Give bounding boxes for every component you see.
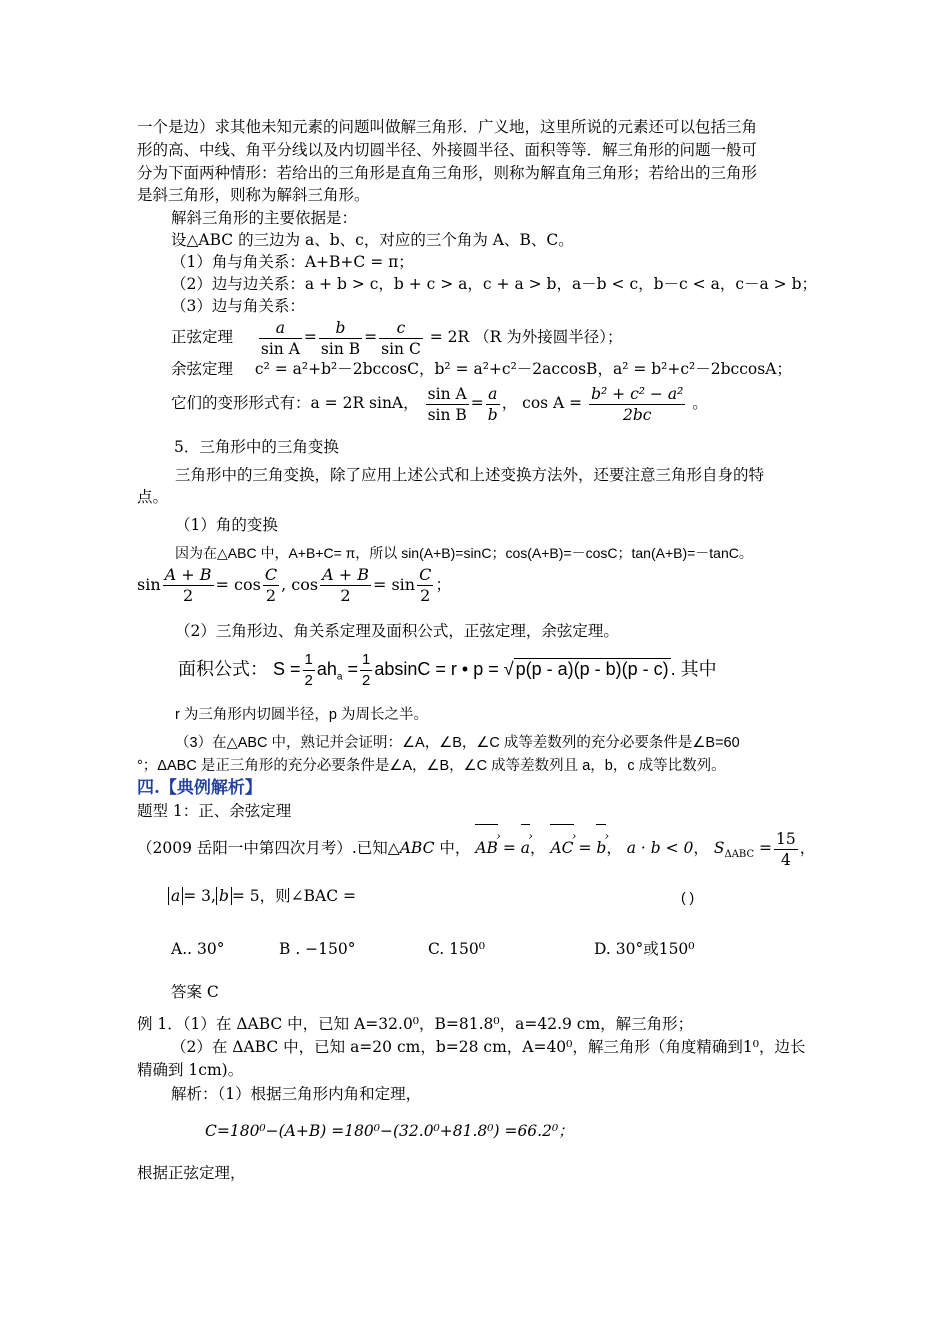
relation-theorems: （2）三角形边、角关系定理及面积公式，正弦定理，余弦定理。 — [175, 622, 619, 640]
area-formula: 面积公式： S = $\frac{1}{2}$ $ah_a$ = $\frac{1}{2}$ absinC = r • p = √ p(p - a)(p - b)(p - c) . 其中 — [178, 650, 717, 689]
para1-line2: 形的高、中线、角平分线以及内切圆半径、外接圆半径、面积等等．解三角形的问题一般可 — [137, 141, 758, 159]
question-text: （2009 岳阳一中第四次月考）.已知△ABC 中， AB › = a ›， AC › = b ›， a · b < 0， $S_{\Delta ABC}$ = $\frac{15}{4}$ ， — [137, 826, 815, 870]
section5-intro-line2: 点。 — [137, 488, 169, 506]
solution-intro: 解析：（1）根据三角形内角和定理， — [171, 1085, 422, 1103]
option-a: A.. 30° — [171, 940, 225, 958]
sine-fraction-c: $\frac{c}{\text{sin C}}$ — [381, 318, 421, 358]
option-c: C. 150⁰ — [428, 940, 485, 958]
para1-line4: 是斜三角形，则称为解斜三角形。 — [137, 186, 370, 204]
answer-line: 答案 C — [171, 983, 219, 1001]
half-angle-identity: sin $\frac{A + B}{2}$ = cos $\frac{C}{2}$ , cos $\frac{A + B}{2}$ = sin $\frac{C}{2}$ ； — [137, 565, 452, 605]
basis-title: 解斜三角形的主要依据是： — [171, 209, 358, 227]
solution-next: 根据正弦定理， — [137, 1164, 246, 1182]
cosine-law — [171, 358, 792, 380]
variant-end: 。 — [692, 394, 708, 412]
para1-line1: 一个是边）求其他未知元素的问题叫做解三角形．广义地，这里所说的元素还可以包括三角 — [137, 118, 758, 136]
cosine-law-label: 余弦定理 — [171, 360, 234, 378]
para1-line3: 分为下面两种情形：若给出的三角形是直角三角形，则称为解直角三角形；若给出的三角形 — [137, 164, 758, 182]
question-type1: 题型 1：正、余弦定理 — [137, 802, 292, 820]
sine-law-label: 正弦定理 — [171, 328, 234, 346]
sine-law: 正弦定理 $\frac{a}{\text{sin A}}$ = $\frac{b}{\text{sin B}}$ = $\frac{c}{\text{sin C}}$ = 2R （R 为外接圆半径）； — [171, 318, 623, 358]
sine-law-note: （R 为外接圆半径）； — [474, 328, 623, 346]
theorem3-line1: （3）在△ABC 中，熟记并会证明：∠A，∠B，∠C 成等差数列的充分必要条件是∠B=60 — [175, 735, 740, 751]
option-d: D. 30°或150⁰ — [594, 940, 695, 958]
example1-line1: 例 1．（1）在 ΔABC 中，已知 A=32.0⁰，B=81.8⁰，a=42.9 cm，解三角形； — [137, 1015, 694, 1033]
section5-intro-line1: 三角形中的三角变换，除了应用上述公式和上述变换方法外，还要注意三角形自身的特 — [175, 466, 765, 484]
theorem3-line2: °；ΔABC 是正三角形的充分必要条件是∠A，∠B，∠C 成等差数列且 a，b，c 成等比数列。 — [137, 758, 726, 774]
angle-transform-text: 因为在△ABC 中，A+B+C= π，所以 sin(A+B)=sinC；cos(A+B)=－cosC；tan(A+B)=－tanC。 — [175, 545, 753, 561]
sine-fraction-a: $\frac{a}{\text{sin A}}$ — [260, 318, 300, 358]
section5-title: 5．三角形中的三角变换 — [174, 438, 339, 456]
variant-fraction-ab: $\frac{a}{b}$ — [487, 384, 498, 424]
example1-line3: 精确到 1cm)。 — [137, 1061, 244, 1079]
variant-fraction-cos: $\frac{\text{b² + c² − a²}}{2bc}$ — [591, 384, 684, 424]
variant-fraction-sin: $\frac{\text{sin A}}{\text{sin B}}$ — [427, 384, 467, 424]
basis-setup: 设△ABC 的三边为 a、b、c，对应的三个角为 A、B、C。 — [171, 231, 574, 249]
side-angle-relation: （3）边与角关系： — [171, 297, 305, 315]
question-condition: a = 3, b = 5，则∠BAC = — [168, 885, 356, 907]
sine-law-rhs: = 2R — [429, 328, 470, 346]
variant-forms: 它们的变形形式有：a = 2R sinA， $\frac{\text{sin A}}{\text{sin B}}$ = $\frac{a}{b}$ ， cos A = $\frac{\text{b² + c² − a²}}{2bc}$ 。 — [171, 384, 708, 424]
sine-fraction-b: $\frac{b}{\text{sin B}}$ — [320, 318, 361, 358]
angle-relation: （1）角与角关系：A+B+C = π； — [171, 253, 414, 271]
cosine-law-text: c² = a²+b²－2bccosC，b² = a²+c²－2accosB，a² = b²+c²－2bccosA； — [254, 360, 792, 378]
angle-transform-title: （1）角的变换 — [175, 516, 278, 534]
example1-line2: （2）在 ΔABC 中，已知 a=20 cm，b=28 cm，A=40⁰，解三角形（角度精确到1⁰，边长 — [171, 1038, 806, 1056]
solution-calc: C=180⁰−(A+B) =180⁰−(32.0⁰+81.8⁰) =66.2⁰； — [205, 1122, 574, 1140]
option-b: B . −150° — [279, 940, 356, 958]
area-note: r 为三角形内切圆半径，p 为周长之半。 — [175, 707, 428, 723]
answer-paren: ( ) — [681, 889, 695, 905]
variant-prefix: 它们的变形形式有：a = 2R sinA， — [171, 394, 419, 412]
section4-heading: 四.【典例解析】 — [137, 778, 262, 798]
side-relation: （2）边与边关系：a + b > c，b + c > a，c + a > b，a－b < c，b－c < a，c－a > b； — [171, 275, 817, 293]
variant-cos-prefix: ， cos A = — [501, 394, 583, 412]
